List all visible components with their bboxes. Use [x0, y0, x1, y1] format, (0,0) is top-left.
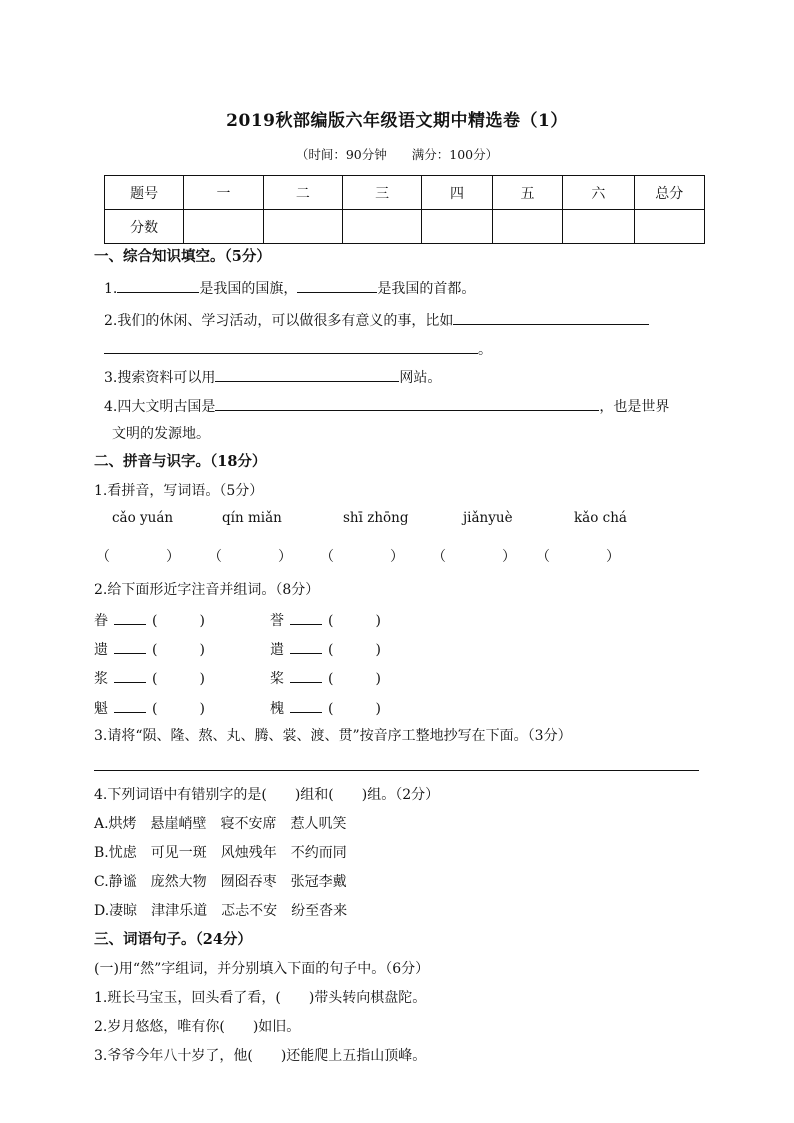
char: 槐 — [270, 701, 284, 717]
q-text: 是我国的国旗， — [199, 281, 298, 297]
char: 遣 — [270, 642, 284, 658]
section-2-heading: 二、拼音与识字。（18分） — [94, 453, 267, 470]
question-1-3 — [104, 366, 441, 388]
option-b: B.忧虑 可见一斑 风烛残年 不约而同 — [94, 845, 347, 861]
answer-paren[interactable]: （ ） — [96, 549, 180, 565]
answer-blank[interactable] — [114, 609, 146, 625]
answer-blank[interactable] — [117, 277, 199, 293]
question-2-4: 4.下列词语中有错别字的是( )组和( )组。（2分） — [94, 787, 440, 803]
question-3-sub1: (一)用“然”字组词，并分别填入下面的句子中。（6分） — [94, 961, 430, 977]
answer-paren[interactable]: （ ） — [320, 549, 404, 565]
score-table-score-row — [105, 210, 705, 244]
score-input-cell[interactable] — [342, 210, 421, 244]
score-cell: 六 — [563, 176, 634, 210]
char: 眷 — [94, 613, 108, 629]
option-a: A.烘烤 悬崖峭壁 寝不安席 惹人叽笑 — [94, 816, 347, 832]
score-cell: 四 — [422, 176, 492, 210]
answer-line[interactable] — [94, 770, 699, 771]
answer-blank[interactable] — [297, 277, 377, 293]
answer-blank[interactable] — [114, 638, 146, 654]
question-1-4-cont: 文明的发源地。 — [112, 426, 210, 442]
q-text: 是我国的首都。 — [377, 281, 476, 297]
char: 遗 — [94, 642, 108, 658]
q-text: 网站。 — [399, 370, 442, 386]
char: 誉 — [270, 613, 284, 629]
answer-blank[interactable] — [290, 609, 322, 625]
answer-blank[interactable] — [114, 667, 146, 683]
q-text: 4.四大文明古国是 — [104, 399, 216, 415]
q-text: 。 — [478, 342, 492, 358]
score-input-cell[interactable] — [263, 210, 342, 244]
score-table — [104, 175, 705, 244]
char-row: 遣 ( ) — [270, 638, 381, 660]
score-input-cell[interactable] — [422, 210, 492, 244]
pinyin-5: kǎo chá — [574, 510, 627, 526]
score-cell: 二 — [263, 176, 342, 210]
pinyin-4: jiǎnyuè — [463, 510, 513, 526]
char-row: 眷 ( ) — [94, 609, 205, 631]
char-row: 浆 ( ) — [94, 667, 205, 689]
question-1-1 — [104, 277, 475, 299]
answer-paren[interactable]: （ ） — [208, 549, 292, 565]
answer-blank[interactable] — [114, 697, 146, 713]
pinyin-3: shī zhōng — [343, 510, 409, 526]
answer-blank[interactable] — [215, 395, 599, 411]
answer-blank[interactable] — [290, 697, 322, 713]
option-c: C.静谧 庞然大物 囫囵吞枣 张冠李戴 — [94, 874, 347, 890]
answer-blank[interactable] — [453, 309, 649, 325]
question-2-2: 2.给下面形近字注音并组词。（8分） — [94, 582, 320, 598]
sentence-1: 1.班长马宝玉，回头看了看，( )带头转向棋盘陀。 — [94, 990, 427, 1006]
answer-paren[interactable]: （ ） — [536, 549, 620, 565]
score-cell: 总分 — [634, 176, 704, 210]
char-row: 槐 ( ) — [270, 697, 381, 719]
sentence-3: 3.爷爷今年八十岁了，他( )还能爬上五指山顶峰。 — [94, 1048, 427, 1064]
section-3-heading: 三、词语句子。（24分） — [94, 931, 252, 948]
char: 浆 — [94, 671, 108, 687]
exam-subtitle: （时间：90分钟 满分：100分） — [295, 147, 499, 162]
question-2-3: 3.请将“陨、隆、熬、丸、腾、裳、渡、贯”按音序工整地抄写在下面。（3分） — [94, 728, 572, 744]
score-cell: 一 — [184, 176, 263, 210]
answer-blank[interactable] — [215, 366, 399, 382]
char: 魁 — [94, 701, 108, 717]
answer-blank[interactable] — [290, 638, 322, 654]
pinyin-1: cǎo yuán — [112, 510, 174, 526]
char-row: 遗 ( ) — [94, 638, 205, 660]
option-d: D.凄晾 津津乐道 忑忐不安 纷至沓来 — [94, 903, 348, 919]
char-row: 魁 ( ) — [94, 697, 205, 719]
char-row: 桨 ( ) — [270, 667, 381, 689]
question-1-2 — [104, 309, 649, 331]
question-2-1: 1.看拼音，写词语。（5分） — [94, 483, 264, 499]
answer-blank[interactable] — [290, 667, 322, 683]
score-input-cell[interactable] — [492, 210, 562, 244]
score-cell: 五 — [492, 176, 562, 210]
score-input-cell[interactable] — [184, 210, 263, 244]
score-cell: 三 — [342, 176, 421, 210]
exam-title: 2019秋部编版六年级语文期中精选卷（1） — [226, 111, 568, 131]
char: 桨 — [270, 671, 284, 687]
answer-blank[interactable] — [104, 338, 478, 354]
score-cell: 分数 — [105, 210, 184, 244]
section-1-heading: 一、综合知识填空。（5分） — [94, 248, 271, 265]
score-table-header-row — [105, 176, 705, 210]
score-input-cell[interactable] — [563, 210, 634, 244]
pinyin-2: qín miǎn — [222, 510, 282, 526]
score-cell: 题号 — [105, 176, 184, 210]
question-1-2-cont — [104, 338, 492, 360]
answer-paren[interactable]: （ ） — [432, 549, 516, 565]
q-text: ，也是世界 — [599, 399, 670, 415]
sentence-2: 2.岁月悠悠，唯有你( )如旧。 — [94, 1019, 301, 1035]
char-row: 誉 ( ) — [270, 609, 381, 631]
q-number: 1. — [104, 281, 118, 297]
q-text: 3.搜索资料可以用 — [104, 370, 216, 386]
score-input-cell[interactable] — [634, 210, 704, 244]
q-text: 2.我们的休闲、学习活动，可以做很多有意义的事，比如 — [104, 313, 454, 329]
question-1-4 — [104, 395, 669, 417]
